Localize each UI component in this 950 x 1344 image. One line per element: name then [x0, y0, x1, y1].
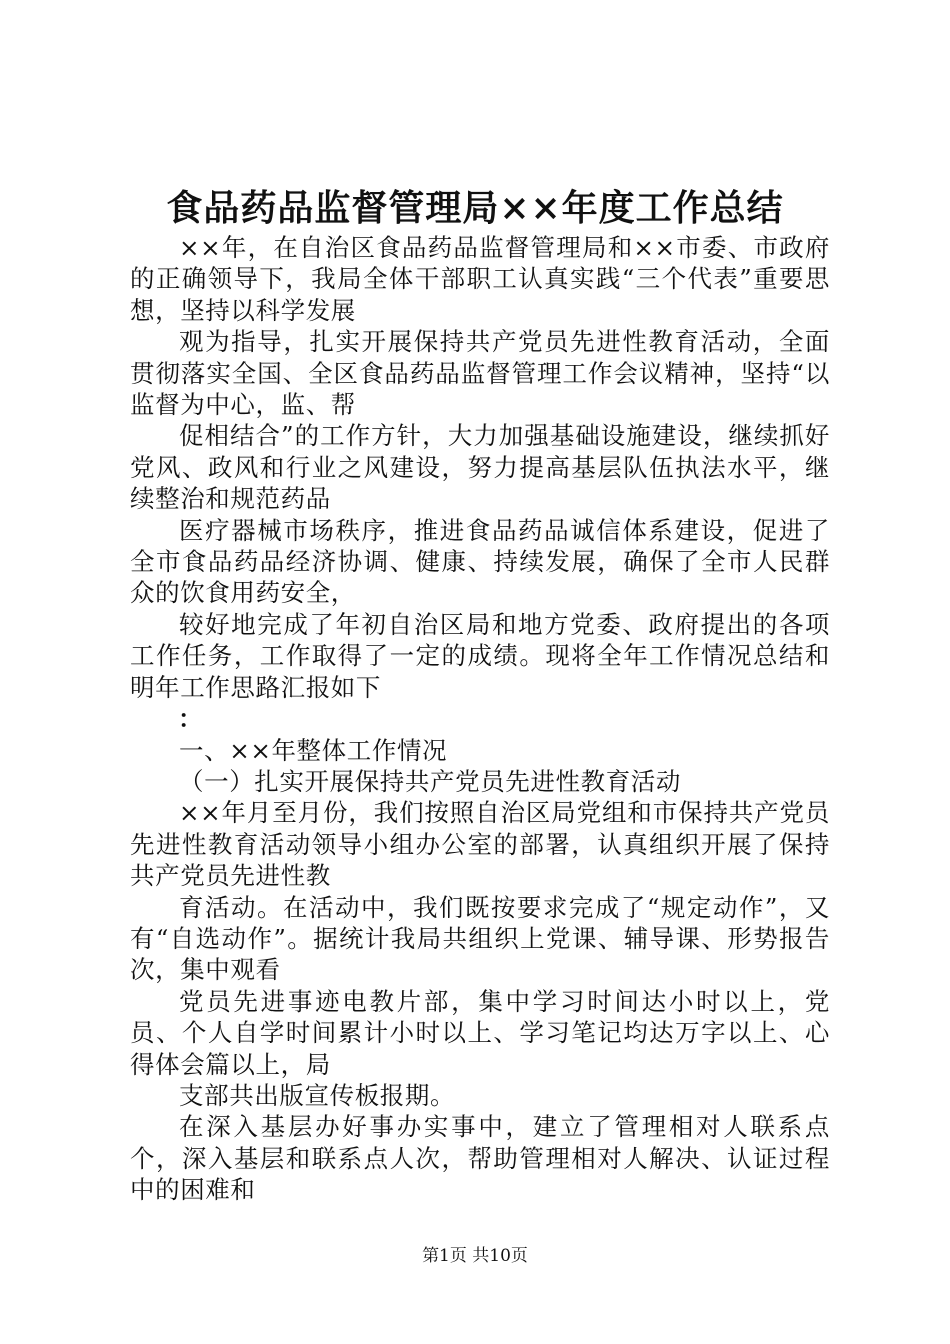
page-number-footer: 第1页 共10页 — [422, 1246, 528, 1266]
paragraph: 支部共出版宣传板报期。 — [179, 1080, 456, 1110]
paragraph-colon: ： — [178, 704, 204, 734]
paragraph: 医疗器械市场秩序，推进食品药品诚信体系建设，促进了全市食品药品经济协调、健康、持续发展，确保了全市人民群众的饮食用药安全， — [130, 515, 830, 608]
paragraph: 党员先进事迹电教片部，集中学习时间达小时以上，党员、个人自学时间累计小时以上、学习笔记均达万字以上、心得体会篇以上，局 — [130, 986, 830, 1079]
paragraph: 在深入基层办好事办实事中，建立了管理相对人联系点个，深入基层和联系点人次，帮助管理相对人解决、认证过程中的困难和 — [130, 1112, 830, 1205]
section-heading: 一、××年整体工作情况 — [179, 735, 448, 765]
document-body — [130, 232, 830, 1206]
paragraph: ××年，在自治区食品药品监督管理局和××市委、市政府的正确领导下，我局全体干部职工认真实践“三个代表”重要思想，坚持以科学发展 — [130, 233, 830, 325]
paragraph: 育活动。在活动中，我们既按要求完成了“规定动作”，又有“自选动作”。据统计我局共组织上党课、辅导课、形势报告次，集中观看 — [130, 892, 830, 985]
paragraph: ××年月至月份，我们按照自治区局党组和市保持共产党员先进性教育活动领导小组办公室的部署，认真组织开展了保持共产党员先进性教 — [130, 798, 830, 891]
document-title: 食品药品监督管理局××年度工作总结 — [166, 187, 784, 229]
paragraph: 较好地完成了年初自治区局和地方党委、政府提出的各项工作任务，工作取得了一定的成绩。现将全年工作情况总结和明年工作思路汇报如下 — [130, 609, 830, 702]
paragraph: 促相结合”的工作方针，大力加强基础设施建设，继续抓好党风、政风和行业之风建设，努力提高基层队伍执法水平，继续整治和规范药品 — [130, 421, 830, 514]
paragraph: 观为指导，扎实开展保持共产党员先进性教育活动，全面贯彻落实全国、全区食品药品监督管理工作会议精神，坚持“以监督为中心，监、帮 — [130, 327, 830, 420]
subsection-heading: （一）扎实开展保持共产党员先进性教育活动 — [179, 766, 681, 796]
